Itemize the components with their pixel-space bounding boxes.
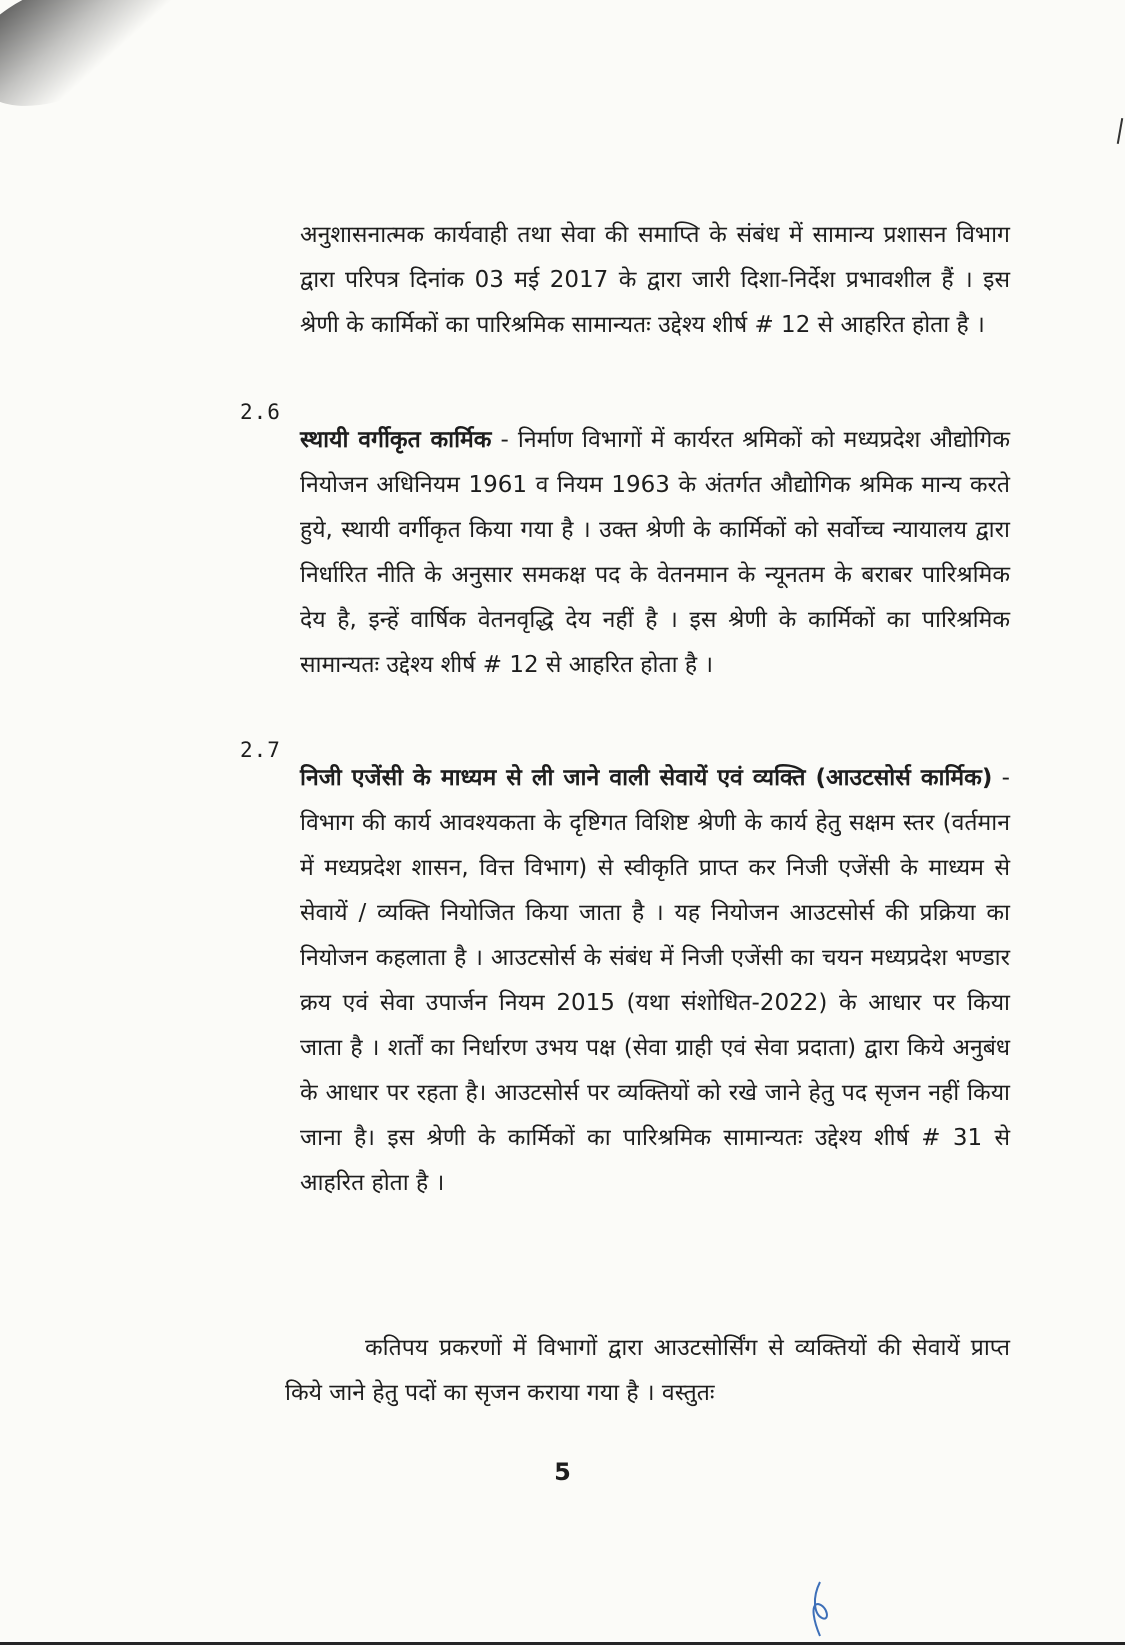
closing-paragraph: कतिपय प्रकरणों में विभागों द्वारा आउटसोर्सिंग से व्यक्तियों की सेवायें प्राप्त किये जाने हेतु पदों का सृजन कराया गया है । वस्तुतः [285, 1335, 1010, 1406]
section-heading-2-6: स्थायी वर्गीकृत कार्मिक [300, 427, 492, 453]
page-number: 5 [554, 1458, 571, 1486]
section-body-2-6: - निर्माण विभागों में कार्यरत श्रमिकों को मध्यप्रदेश औद्योगिक नियोजन अधिनियम 1961 व नियम 1963 के अंतर्गत औद्योगिक श्रमिक मान्य करते हुये, स्थायी वर्गीकृत किया गया है । उक्त श्रेणी के कार्मिकों को सर्वोच्च न्यायालय द्वारा निर्धारित नीति के अनुसार समकक्ष पद के वेतनमान के न्यूनतम के बराबर पारिश्रमिक देय है, इन्हें वार्षिक वेतनवृद्धि देय नहीं है । इस श्रेणी के कार्मिकों का पारिश्रमिक सामान्यतः उद्देश्य शीर्ष # 12 से आहरित होता है । [300, 427, 1010, 678]
section-heading-2-7: निजी एजेंसी के माध्यम से ली जाने वाली सेवायें एवं व्यक्ति (आउटसोर्स कार्मिक) [300, 765, 993, 791]
section-number-2-6: 2.6 [240, 400, 281, 424]
margin-mark [1117, 118, 1123, 144]
intro-paragraph: अनुशासनात्मक कार्यवाही तथा सेवा की समाप्ति के संबंध में सामान्य प्रशासन विभाग द्वारा परिपत्र दिनांक 03 मई 2017 के द्वारा जारी दिशा-निर्देश प्रभावशील हैं । इस श्रेणी के कार्मिकों का पारिश्रमिक सामान्यतः उद्देश्य शीर्ष # 12 से आहरित होता है । [300, 222, 1010, 338]
scan-shadow [0, 0, 203, 127]
section-number-2-7: 2.7 [240, 738, 281, 762]
section-2-6 [300, 418, 1010, 688]
initials-signature [798, 1578, 844, 1640]
bottom-border [0, 1642, 1125, 1645]
section-2-7 [300, 756, 1010, 1206]
section-body-2-7: - विभाग की कार्य आवश्यकता के दृष्टिगत विशिष्ट श्रेणी के कार्य हेतु सक्षम स्तर (वर्तमान में मध्यप्रदेश शासन, वित्त विभाग) से स्वीकृति प्राप्त कर निजी एजेंसी के माध्यम से सेवायें / व्यक्ति नियोजित किया जाता है । यह नियोजन आउटसोर्स की प्रक्रिया का नियोजन कहलाता है । आउटसोर्स के संबंध में निजी एजेंसी का चयन मध्यप्रदेश भण्डार क्रय एवं सेवा उपार्जन नियम 2015 (यथा संशोधित-2022) के आधार पर किया जाता है । शर्तों का निर्धारण उभय पक्ष (सेवा ग्राही एवं सेवा प्रदाता) द्वारा किये अनुबंध के आधार पर रहता है। आउटसोर्स पर व्यक्तियों को रखे जाने हेतु पद सृजन नहीं किया जाना है। इस श्रेणी के कार्मिकों का पारिश्रमिक सामान्यतः उद्देश्य शीर्ष # 31 से आहरित होता है । [300, 765, 1010, 1196]
